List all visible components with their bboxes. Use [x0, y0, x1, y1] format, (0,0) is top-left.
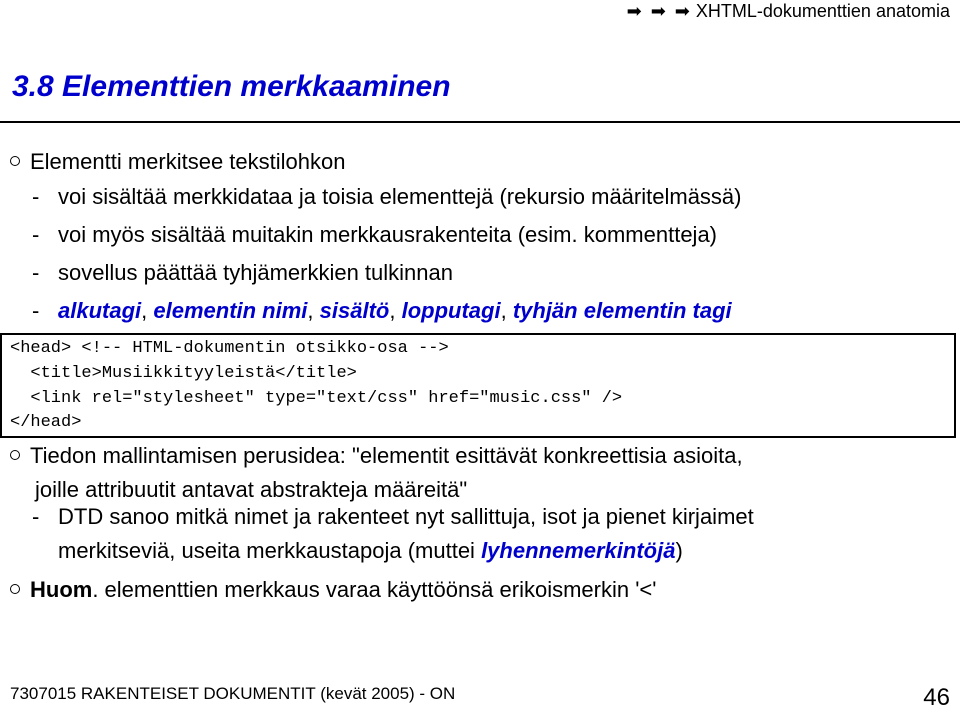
- code-line: <head> <!-- HTML-dokumentin otsikko-osa -->: [10, 339, 449, 358]
- sub-item-text: ): [675, 538, 683, 563]
- bullet-text: Tiedon mallintamisen perusidea: "elementit esittävät konkreettisia asioita,: [30, 443, 743, 468]
- slide-title: 3.8 Elementtien merkkaaminen: [12, 70, 451, 103]
- dash-marker: -: [32, 504, 40, 529]
- term-end-tag: lopputagi: [401, 298, 501, 323]
- separator: ,: [141, 298, 154, 323]
- sub-item: [32, 221, 717, 249]
- term-abbreviations: lyhennemerkintöjä: [481, 538, 676, 563]
- code-line: </head>: [10, 413, 82, 432]
- code-line: <link rel="stylesheet" type="text/css" href="music.css" />: [10, 389, 623, 408]
- term-content: sisältö: [319, 298, 390, 323]
- sub-item-text: voi myös sisältää muitakin merkkausrakenteita (esim. kommentteja): [58, 222, 718, 247]
- title-divider: [0, 121, 960, 123]
- bullet-item-1: [10, 148, 345, 176]
- bullet-text-continued: joille attribuutit antavat abstrakteja määreitä": [35, 477, 468, 502]
- sub-item-text: DTD sanoo mitkä nimet ja rakenteet nyt sallittuja, isot ja pienet kirjaimet: [58, 504, 754, 529]
- sub-item-text: merkitseviä, useita merkkaustapoja (muttei: [58, 538, 482, 563]
- footer-course: 7307015 RAKENTEISET DOKUMENTIT (kevät 2005) - ON: [10, 684, 456, 703]
- bullet-item-3: [10, 576, 656, 604]
- term-empty-element-tag: tyhjän elementin tagi: [512, 298, 732, 323]
- separator: ,: [307, 298, 320, 323]
- dash-marker: -: [32, 298, 40, 323]
- sub-item-text: sovellus päättää tyhjämerkkien tulkinnan: [58, 260, 454, 285]
- bullet-text: . elementtien merkkaus varaa käyttöönsä erikoismerkin '<': [92, 577, 657, 602]
- sub-item: [32, 297, 732, 325]
- sub-item: [32, 259, 453, 287]
- code-line: <title>Musiikkityyleistä</title>: [10, 364, 357, 383]
- sub-item: [32, 183, 742, 211]
- separator: ,: [389, 298, 402, 323]
- slide-header: [627, 0, 950, 22]
- page-number: 46: [923, 684, 950, 711]
- sub-item-text: voi sisältää merkkidataa ja toisia elementtejä (rekursio määritelmässä): [58, 184, 742, 209]
- term-start-tag: alkutagi: [58, 298, 142, 323]
- bullet-item-2: [10, 442, 743, 470]
- bullet-icon: [10, 156, 20, 166]
- sub-item: [32, 503, 754, 531]
- dash-marker: -: [32, 260, 40, 285]
- bullet-text: Elementti merkitsee tekstilohkon: [30, 149, 346, 174]
- separator: ,: [500, 298, 513, 323]
- note-label: Huom: [30, 577, 93, 602]
- bullet-icon: [10, 450, 20, 460]
- arrow-icons: ➡ ➡ ➡: [626, 1, 692, 21]
- dash-marker: -: [32, 222, 40, 247]
- bullet-icon: [10, 584, 20, 594]
- term-element-name: elementin nimi: [153, 298, 308, 323]
- dash-marker: -: [32, 184, 40, 209]
- sub-item-continued: [58, 537, 683, 565]
- header-title: XHTML-dokumenttien anatomia: [695, 1, 950, 21]
